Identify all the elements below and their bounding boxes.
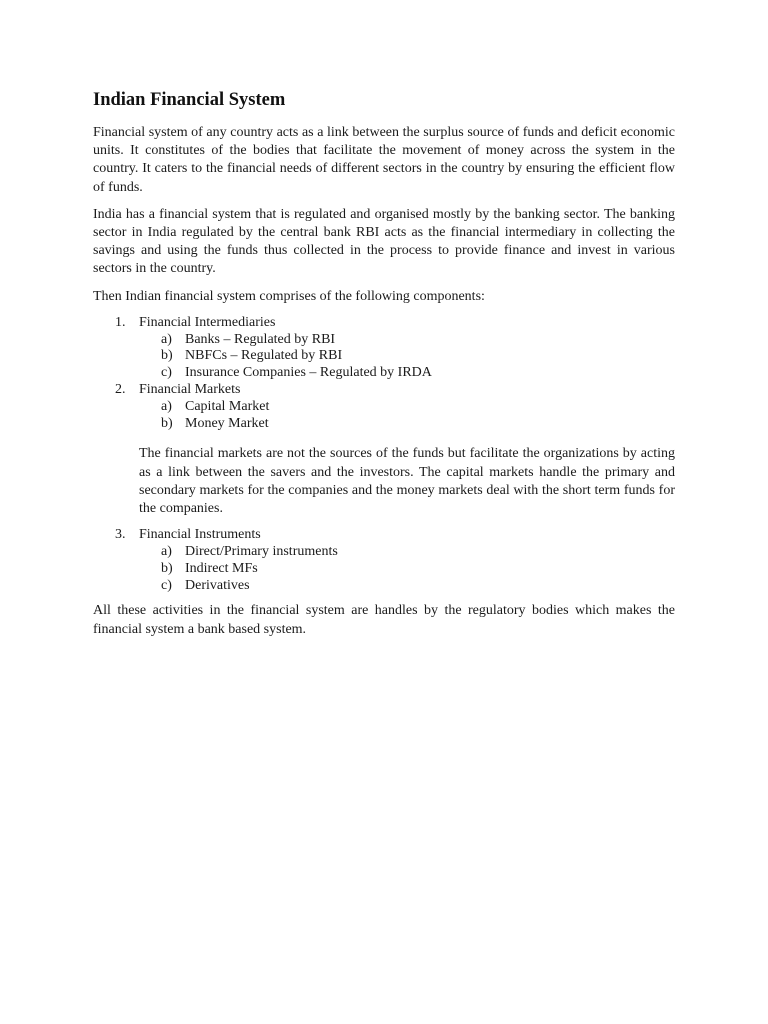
sub-item-text: Capital Market [185, 398, 270, 414]
component-item-intermediaries [93, 315, 675, 382]
document-page [93, 88, 675, 648]
sub-item-text: Banks – Regulated by RBI [185, 331, 336, 347]
intro-paragraph: Financial system of any country acts as a link between the surplus source of funds and deficit economic units. It constitutes of the bodies that facilitate the movement of money across the system in the country. It caters to the financial needs of different sectors in the country by ensuring the efficient flow of funds. [93, 125, 675, 195]
component-label: Financial Instruments [139, 527, 261, 543]
components-intro-paragraph: Then Indian financial system comprises of the following components: [93, 288, 485, 304]
sub-list-item [139, 365, 675, 382]
components-list [93, 315, 675, 595]
component-item-markets [93, 382, 675, 518]
sub-item-marker: c) [161, 577, 172, 593]
sub-list [139, 399, 675, 433]
sub-list-item [139, 578, 675, 595]
sub-list-item [139, 544, 675, 561]
banking-paragraph: India has a financial system that is regulated and organised mostly by the banking sector. The banking sector in India regulated by the central bank RBI acts as the financial intermediary in collecting the savings and using the funds thus collected in the process to provide finance and invest in various sectors in the country. [93, 206, 675, 277]
sub-item-marker: a) [161, 331, 172, 347]
sub-item-marker: a) [161, 544, 172, 560]
document-title: Indian Financial System [93, 90, 286, 110]
component-number: 1. [115, 314, 126, 330]
sub-item-marker: b) [161, 560, 173, 576]
sub-item-text: Direct/Primary instruments [185, 544, 338, 560]
sub-item-marker: b) [161, 415, 173, 431]
sub-item-text: Insurance Companies – Regulated by IRDA [185, 365, 432, 381]
component-label: Financial Markets [139, 382, 241, 398]
closing-paragraph: All these activities in the financial system are handles by the regulatory bodies which makes the financial system a bank based system. [93, 603, 675, 637]
sub-item-text: Money Market [185, 415, 269, 431]
sub-item-marker: b) [161, 348, 173, 364]
markets-note-paragraph: The financial markets are not the sources of the funds but facilitate the organizations by acting as a link between the savers and the investors. The capital markets handle the primary and secondary markets for the companies and the money markets deal with the short term funds for the companies. [139, 446, 675, 517]
component-number: 3. [115, 527, 126, 543]
sub-item-text: Indirect MFs [185, 560, 258, 576]
sub-item-marker: a) [161, 398, 172, 414]
sub-list [139, 544, 675, 594]
sub-item-text: NBFCs – Regulated by RBI [185, 348, 343, 364]
sub-list-item [139, 416, 675, 433]
component-label: Financial Intermediaries [139, 314, 276, 330]
component-item-instruments [93, 527, 675, 594]
component-number: 2. [115, 382, 126, 398]
sub-list-item [139, 332, 675, 349]
sub-list-item [139, 348, 675, 365]
sub-item-marker: c) [161, 365, 172, 381]
sub-item-text: Derivatives [185, 577, 250, 593]
sub-list-item [139, 561, 675, 578]
sub-list [139, 332, 675, 382]
sub-list-item [139, 399, 675, 416]
